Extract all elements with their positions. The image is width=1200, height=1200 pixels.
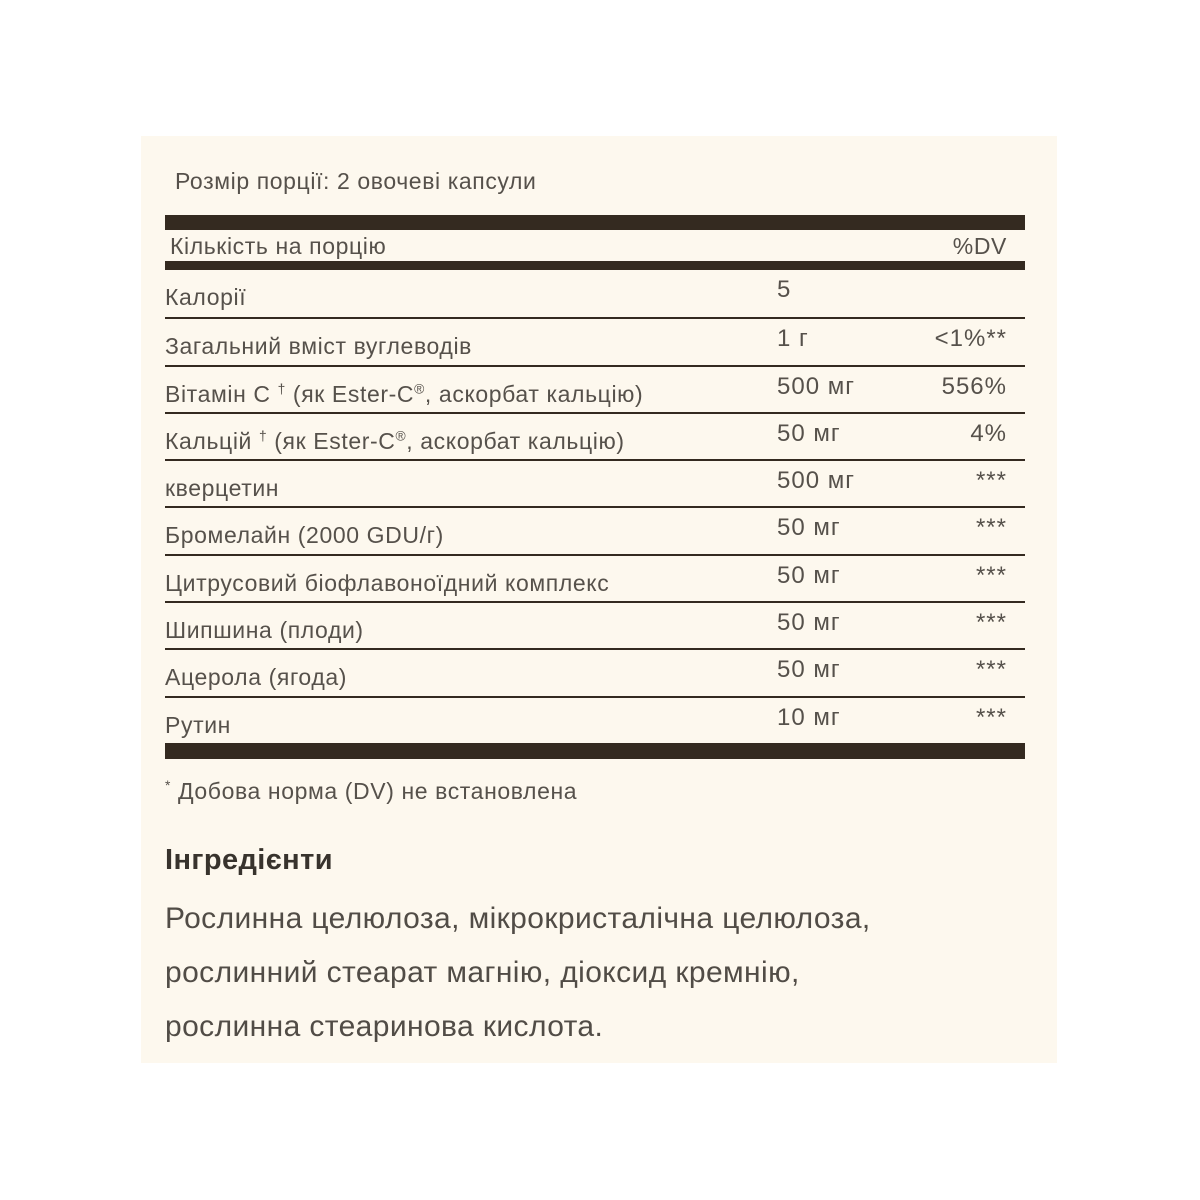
row-nutrient-name: Калорії <box>165 284 247 310</box>
row-amount: 10 мг <box>777 703 841 731</box>
amount-per-serving-header: Кількість на порцію <box>170 233 387 259</box>
footnote <box>165 778 577 805</box>
dv-column-header: %DV <box>952 233 1007 259</box>
table-row <box>165 412 1025 459</box>
row-nutrient-name: Шипшина (плоди) <box>165 617 364 644</box>
row-amount: 50 мг <box>777 514 841 542</box>
table-row <box>165 506 1025 553</box>
row-amount: 1 г <box>777 325 809 353</box>
row-nutrient-name: Рутин <box>165 711 231 738</box>
row-amount: 5 <box>777 276 792 303</box>
row-nutrient-name: Цитрусовий біофлавоноїдний комплекс <box>165 569 610 596</box>
row-amount: 500 мг <box>777 372 855 400</box>
table-row <box>165 365 1025 412</box>
table-row <box>165 648 1025 695</box>
footnote-text: Добова норма (DV) не встановлена <box>177 778 578 804</box>
ingredients-line: Рослинна целюлоза, мікрокристалічна целюлоза, <box>165 902 871 935</box>
row-amount: 50 мг <box>777 609 841 637</box>
row-dv-value: 4% <box>970 419 1007 447</box>
row-dv-value: *** <box>975 514 1007 542</box>
row-amount: 50 мг <box>777 561 841 589</box>
ingredients-line: рослинна стеаринова кислота. <box>165 1010 604 1043</box>
row-dv-value: *** <box>975 561 1007 589</box>
table-top-bar <box>165 215 1025 230</box>
table-header-row <box>165 230 1025 261</box>
row-nutrient-name: Кальцій † (як Ester-C®, аскорбат кальцію) <box>165 427 625 454</box>
footnote-mark: * <box>165 778 171 794</box>
row-nutrient-name: Вітамін C † (як Ester-C®, аскорбат кальцію) <box>165 380 644 407</box>
table-header-divider-bar <box>165 261 1025 270</box>
row-amount: 500 мг <box>777 467 855 495</box>
ingredients-text <box>165 892 871 1054</box>
table-row <box>165 317 1025 364</box>
row-dv-value: <1%** <box>934 325 1007 353</box>
row-dv-value: *** <box>975 467 1007 495</box>
table-row <box>165 696 1025 743</box>
row-nutrient-name: кверцетин <box>165 475 280 502</box>
row-dv-value: 556% <box>941 372 1007 400</box>
facts-table <box>165 215 1025 759</box>
row-nutrient-name: Ацерола (ягода) <box>165 664 348 691</box>
ingredients-line: рослинний стеарат магнію, діоксид кремнію, <box>165 956 800 989</box>
table-row <box>165 459 1025 506</box>
supplement-facts-label <box>141 136 1057 1063</box>
table-row <box>165 601 1025 648</box>
row-dv-value: *** <box>975 656 1007 684</box>
row-nutrient-name: Загальний вміст вуглеводів <box>165 333 472 360</box>
ingredients-title: Інгредієнти <box>165 844 333 876</box>
row-amount: 50 мг <box>777 419 841 447</box>
row-dv-value: *** <box>975 609 1007 637</box>
table-row <box>165 270 1025 317</box>
row-amount: 50 мг <box>777 656 841 684</box>
row-nutrient-name: Бромелайн (2000 GDU/г) <box>165 522 444 549</box>
row-dv-value: *** <box>975 703 1007 731</box>
facts-rows <box>165 270 1025 743</box>
table-bottom-bar <box>165 743 1025 759</box>
serving-size: Розмір порції: 2 овочеві капсули <box>175 168 537 194</box>
table-row <box>165 554 1025 601</box>
